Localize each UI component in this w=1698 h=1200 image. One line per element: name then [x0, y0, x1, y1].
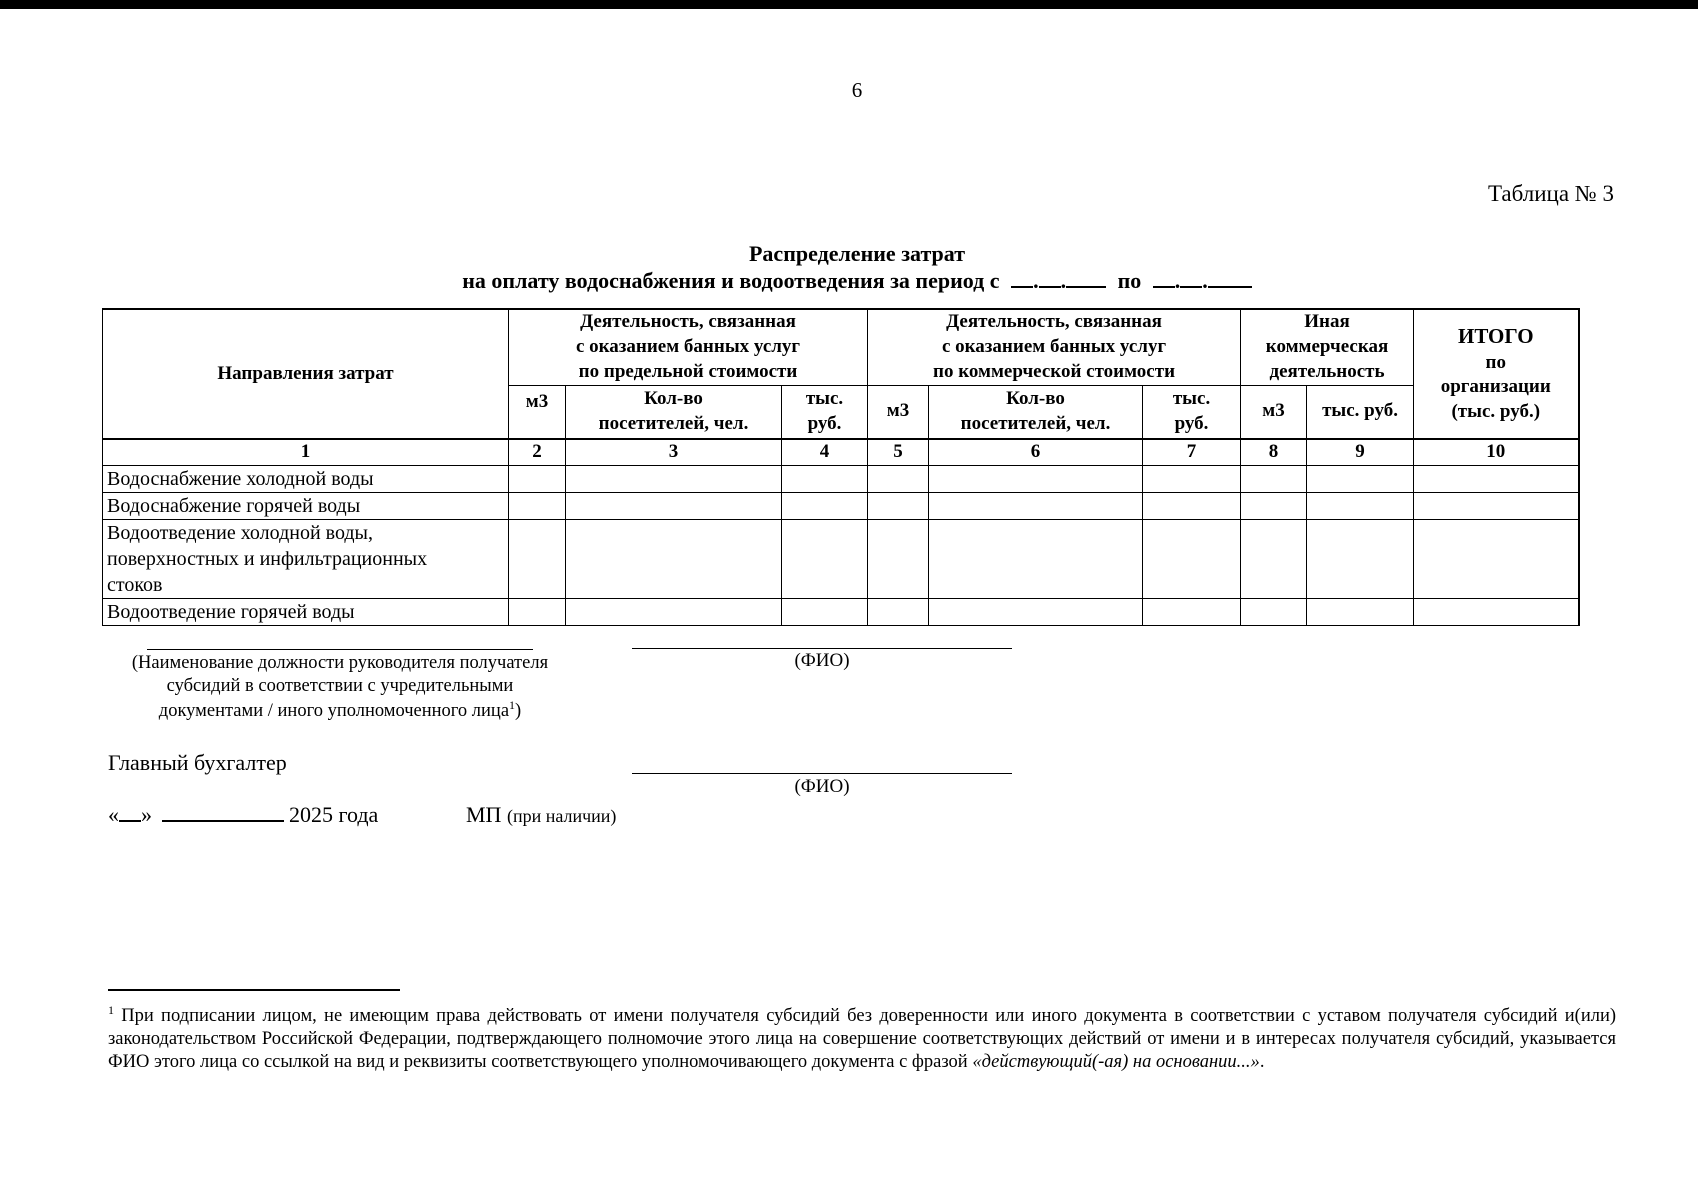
position-caption: (Наименование должности руководителя получателя субсидий в соответствии с учредительными документами / иного уполномоченного лица$^1$) [131, 653, 549, 722]
header-m3-2: м3 [868, 385, 929, 439]
col-num-10: 10 [1414, 439, 1579, 465]
table-cell[interactable] [782, 598, 868, 625]
footnote-ref: 1 [509, 698, 516, 713]
table-cell[interactable] [929, 519, 1143, 598]
row-label-hot-water-supply: Водоснабжение горячей воды [103, 492, 509, 519]
table-number: Таблица № 3 [1487, 181, 1614, 206]
header-rub-1: тыс. руб. [782, 385, 868, 439]
table-cell[interactable] [929, 465, 1143, 492]
table-cell[interactable] [1241, 492, 1307, 519]
header-visitors-1: Кол-во посетителей, чел. [566, 385, 782, 439]
table-cell[interactable] [782, 465, 868, 492]
scan-top-border [0, 0, 1698, 9]
table-cell[interactable] [1414, 465, 1579, 492]
table-cell[interactable] [1143, 598, 1241, 625]
table-cell[interactable] [1143, 519, 1241, 598]
header-cost-directions: Направления затрат [103, 309, 509, 439]
table-cell[interactable] [1414, 492, 1579, 519]
col-num-9: 9 [1307, 439, 1414, 465]
table-cell[interactable] [929, 492, 1143, 519]
table-cell[interactable] [1241, 465, 1307, 492]
date-from-month-blank [1039, 268, 1061, 288]
date-to-month-blank [1180, 268, 1202, 288]
footnote-separator [108, 989, 400, 991]
table-cell[interactable] [566, 598, 782, 625]
table-cell[interactable] [1143, 465, 1241, 492]
col-num-3: 3 [566, 439, 782, 465]
table-row [103, 465, 1579, 492]
table-cell[interactable] [509, 598, 566, 625]
col-num-6: 6 [929, 439, 1143, 465]
table-cell[interactable] [566, 492, 782, 519]
table-cell[interactable] [566, 519, 782, 598]
header-rub-3: тыс. руб. [1307, 385, 1414, 439]
table-cell[interactable] [1307, 519, 1414, 598]
header-total: ИТОГО по организации (тыс. руб.) [1414, 309, 1579, 439]
col-num-5: 5 [868, 439, 929, 465]
date-to-year-blank [1208, 268, 1252, 288]
fio-label: (ФИО) [794, 650, 850, 671]
table-row [103, 519, 1579, 598]
table-cell[interactable] [1241, 519, 1307, 598]
footnote: $^1$ При подписании лицом, не имеющим права действовать от имени получателя субсидий без доверенности или иного документа в соответствии с уставом получателя субсидий и(или) законодательством Российской Федерации, подтверждающего полномочие этого лица на совершение соответствующих действий от имени и в интересах получателя субсидий, указывается ФИО этого лица со ссылкой на вид и реквизиты соответствующего уполномочивающего документа с фразой «действующий(-ая) на основании...». [108, 1003, 1617, 1073]
accountant-fio-label: (ФИО) [794, 776, 850, 797]
cost-distribution-table [102, 308, 1580, 626]
header-m3-3: м3 [1241, 385, 1307, 439]
table-cell[interactable] [1414, 598, 1579, 625]
footnote-text: При подписании лицом, не имеющим права действовать от имени получателя субсидий без доверенности или иного документа в соответствии с уставом получателя субсидий и(или) законодательством Российской Федерации, подтверждающего полномочие этого лица на совершение соответствующих действий от имени и в интересах получателя субсидий, указывается ФИО этого лица со ссылкой на вид и реквизиты соответствующего уполномочивающего документа с фразой [108, 1006, 1617, 1073]
header-visitors-2: Кол-во посетителей, чел. [929, 385, 1143, 439]
subtitle-by: по [1117, 268, 1142, 293]
date-from-year-blank [1066, 268, 1106, 288]
table-row [103, 598, 1579, 625]
date-line: « » 2025 года [108, 802, 379, 827]
date-from-day-blank [1011, 268, 1033, 288]
column-number-row [103, 439, 1579, 465]
page-number: 6 [851, 78, 863, 102]
table-cell[interactable] [566, 465, 782, 492]
table-cell[interactable] [929, 598, 1143, 625]
table-cell[interactable] [1241, 598, 1307, 625]
table-cell[interactable] [1307, 465, 1414, 492]
table-subtitle: на оплату водоснабжения и водоотведения за период с . . по . . [0, 268, 1698, 294]
chief-accountant-label: Главный бухгалтер [108, 750, 287, 775]
accountant-signature-line [632, 773, 1012, 774]
table-cell[interactable] [509, 465, 566, 492]
table-cell[interactable] [868, 598, 929, 625]
fio-signature-line [632, 648, 1012, 649]
table-cell[interactable] [1307, 492, 1414, 519]
table-cell[interactable] [868, 492, 929, 519]
header-group-limit-price: Деятельность, связанная с оказанием банных услуг по предельной стоимости [509, 309, 868, 385]
row-label-cold-water-supply: Водоснабжение холодной воды [103, 465, 509, 492]
date-month-blank [162, 802, 284, 822]
table-title: Распределение затрат [748, 241, 966, 266]
subtitle-prefix: на оплату водоснабжения и водоотведения за период с [462, 268, 1000, 293]
header-group-other-commercial: Иная коммерческая деятельность [1241, 309, 1414, 385]
table-cell[interactable] [509, 492, 566, 519]
year-text: 2025 года [289, 802, 379, 827]
col-num-8: 8 [1241, 439, 1307, 465]
row-label-cold-water-drainage: Водоотведение холодной воды, поверхностных и инфильтрационных стоков [103, 519, 509, 598]
col-num-7: 7 [1143, 439, 1241, 465]
table-cell[interactable] [782, 519, 868, 598]
header-group-commercial-price: Деятельность, связанная с оказанием банных услуг по коммерческой стоимости [868, 309, 1241, 385]
table-row [103, 492, 1579, 519]
table-cell[interactable] [1143, 492, 1241, 519]
table-cell[interactable] [782, 492, 868, 519]
stamp-label: МП (при наличии) [466, 802, 617, 827]
col-num-4: 4 [782, 439, 868, 465]
date-day-blank [119, 802, 141, 822]
table-cell[interactable] [868, 465, 929, 492]
table-cell[interactable] [1414, 519, 1579, 598]
table-cell[interactable] [868, 519, 929, 598]
col-num-2: 2 [509, 439, 566, 465]
table-cell[interactable] [509, 519, 566, 598]
footnote-number: 1 [108, 1003, 114, 1017]
date-to-day-blank [1153, 268, 1175, 288]
header-m3-1: м3 [509, 385, 566, 439]
row-label-hot-water-drainage: Водоотведение горячей воды [103, 598, 509, 625]
col-num-1: 1 [103, 439, 509, 465]
position-signature-line [147, 649, 533, 650]
header-rub-2: тыс. руб. [1143, 385, 1241, 439]
table-cell[interactable] [1307, 598, 1414, 625]
footnote-quote: «действующий(-ая) на основании...» [972, 1052, 1260, 1073]
